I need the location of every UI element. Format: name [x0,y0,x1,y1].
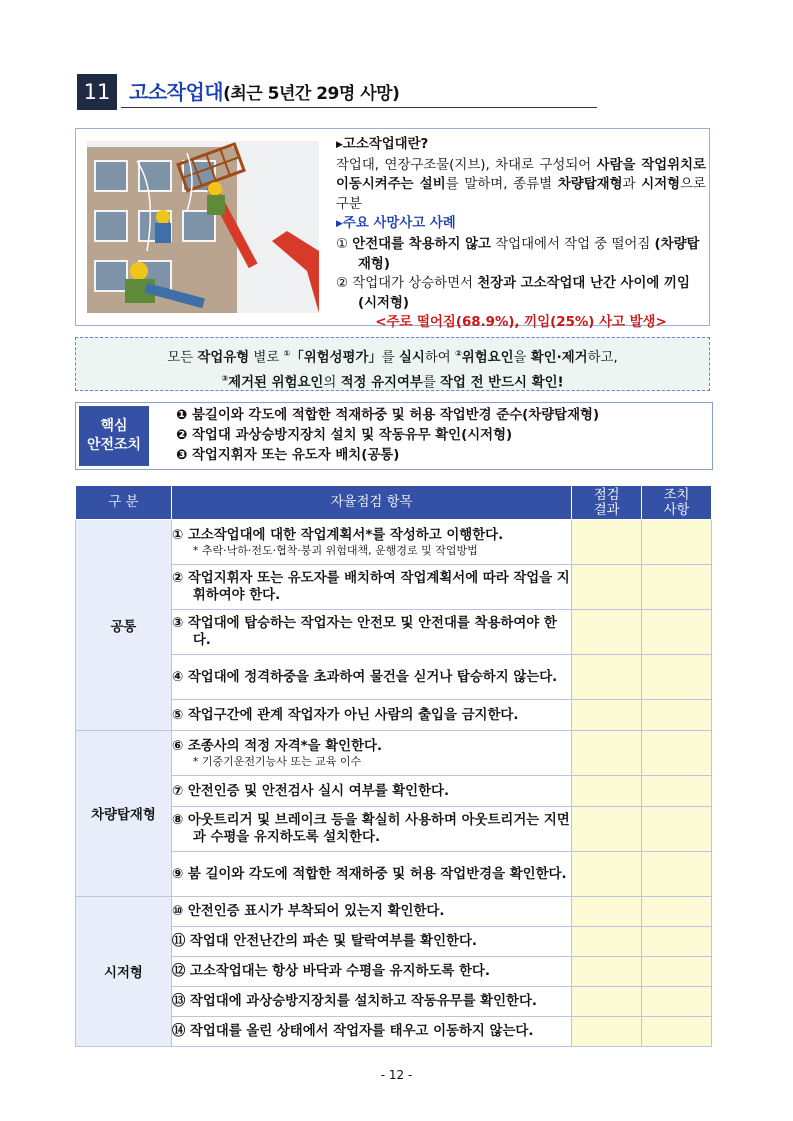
check-item: ④ 작업대에 정격하중을 초과하여 물건을 싣거나 탑승하지 않는다. [171,655,571,700]
result-cell[interactable] [572,927,642,957]
result-cell[interactable] [572,957,642,987]
triangle-bullet-icon: ▶ [336,140,343,150]
table-row [76,520,712,565]
table-row [76,700,712,731]
checklist-table [75,485,712,1047]
accident-illustration [87,141,319,313]
check-item: ⑥ 조종사의 적정 자격*을 확인한다. * 기중기운전기능사 또는 교육 이수 [171,731,571,776]
action-cell[interactable] [642,1017,712,1047]
q2-heading: 주요 사망사고 사례 [342,216,456,232]
key-measures-label: 핵심 안전조치 [79,406,149,466]
check-item: ② 작업지휘자 또는 유도자를 배치하여 작업계획서에 따라 작업을 지휘하여야 한다. [171,565,571,610]
q1-text: 작업대, 연장구조물(지브), 차대로 구성되어 사람을 작업위치로 이동시켜주는 설비를 말하며, 종류별 차량탑재형과 시저형으로 구분 [336,157,706,212]
notice-line-2: ③제거된 위험요인의 적정 유지여부를 작업 전 반드시 확인! [221,374,564,391]
action-cell[interactable] [642,776,712,807]
table-row [76,927,712,957]
title-underline [121,107,597,108]
result-cell[interactable] [572,852,642,897]
table-header-row [76,486,712,520]
table-row [76,957,712,987]
check-item: ⑤ 작업구간에 관계 작업자가 아닌 사람의 출입을 금지한다. [171,700,571,731]
section-header [77,74,597,110]
notice-line-1: 모든 작업유형 별로 ①「위험성평가」를 실시하여 ②위험요인을 확인·제거하고, [167,349,618,366]
table-row [76,1017,712,1047]
result-cell[interactable] [572,565,642,610]
result-cell[interactable] [572,655,642,700]
action-cell[interactable] [642,927,712,957]
notice-box [75,337,710,391]
check-item: ⑪ 작업대 안전난간의 파손 및 탈락여부를 확인한다. [171,927,571,957]
case-1: ① 안전대를 착용하지 않고 작업대에서 작업 중 떨어짐 (차량탑재형) [336,236,700,272]
category-cell: 차량탑재형 [76,731,172,897]
check-item: ⑦ 안전인증 및 안전검사 실시 여부를 확인한다. [171,776,571,807]
table-row [76,610,712,655]
check-item: ⑬ 작업대에 과상승방지장치를 설치하고 작동유무를 확인한다. [171,987,571,1017]
q1-heading: 고소작업대란? [342,137,429,152]
action-cell[interactable] [642,731,712,776]
check-item: ⑨ 붐 길이와 각도에 적합한 적재하중 및 허용 작업반경을 확인한다. [171,852,571,897]
action-cell[interactable] [642,897,712,927]
accident-stats: <주로 떨어짐(68.9%), 끼임(25%) 사고 발생> [375,315,667,331]
result-cell[interactable] [572,776,642,807]
result-cell[interactable] [572,731,642,776]
action-cell[interactable] [642,520,712,565]
result-cell[interactable] [572,897,642,927]
check-item: ⑧ 아웃트리거 및 브레이크 등을 확실히 사용하며 아웃트리거는 지면과 수평을 유지하도록 설치한다. [171,807,571,852]
table-row [76,776,712,807]
action-cell[interactable] [642,987,712,1017]
key-measures-box [75,402,713,470]
header-result: 점검 결과 [572,486,642,520]
category-cell: 공통 [76,520,172,731]
table-row [76,807,712,852]
result-cell[interactable] [572,610,642,655]
table-row [76,565,712,610]
key-measure-item: ❶ 붐길이와 각도에 적합한 적재하중 및 허용 작업반경 준수(차량탑재형) [176,408,600,423]
section-title: 고소작업대(최근 5년간 29명 사망) [129,80,400,104]
result-cell[interactable] [572,520,642,565]
intro-description [336,135,706,333]
check-item: ③ 작업대에 탑승하는 작업자는 안전모 및 안전대를 착용하여야 한다. [171,610,571,655]
action-cell[interactable] [642,807,712,852]
header-items: 자율점검 항목 [171,486,571,520]
table-row [76,987,712,1017]
table-row [76,655,712,700]
section-number: 11 [77,74,117,110]
result-cell[interactable] [572,807,642,852]
check-item: ⑫ 고소작업대는 항상 바닥과 수평을 유지하도록 한다. [171,957,571,987]
header-category: 구 분 [76,486,172,520]
action-cell[interactable] [642,610,712,655]
result-cell[interactable] [572,1017,642,1047]
triangle-bullet-icon: ▶ [336,219,343,230]
key-measures-list [176,406,599,466]
key-measure-item: ❸ 작업지휘자 또는 유도자 배치(공통) [176,448,400,463]
action-cell[interactable] [642,655,712,700]
table-row [76,897,712,927]
category-cell: 시저형 [76,897,172,1047]
action-cell[interactable] [642,957,712,987]
check-item: ⑩ 안전인증 표시가 부착되어 있는지 확인한다. [171,897,571,927]
intro-box [75,128,710,331]
check-item: ⑭ 작업대를 올린 상태에서 작업자를 태우고 이동하지 않는다. [171,1017,571,1047]
page-number: - 12 - [380,1068,413,1082]
action-cell[interactable] [642,852,712,897]
result-cell[interactable] [572,987,642,1017]
table-row [76,731,712,776]
case-2: ② 작업대가 상승하면서 천장과 고소작업대 난간 사이에 끼임(시저형) [336,276,690,311]
result-cell[interactable] [572,700,642,731]
table-row [76,852,712,897]
check-item: ① 고소작업대에 대한 작업계획서*를 작성하고 이행한다. * 추락·낙하·전도·협착·붕괴 위험대책, 운행경로 및 작업방법 [171,520,571,565]
action-cell[interactable] [642,700,712,731]
action-cell[interactable] [642,565,712,610]
header-action: 조치 사항 [642,486,712,520]
key-measure-item: ❷ 작업대 과상승방지장치 설치 및 작동유무 확인(시저형) [176,428,513,443]
